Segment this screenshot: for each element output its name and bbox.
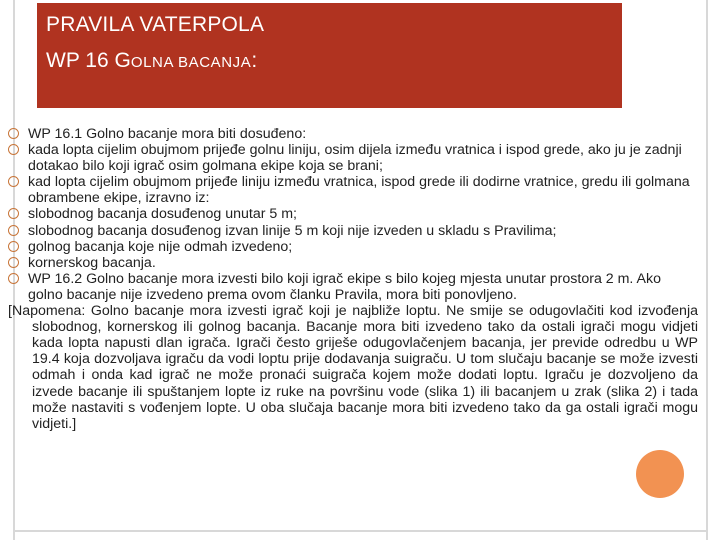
bullet-circle-icon xyxy=(8,128,19,139)
bullet-circle-icon xyxy=(8,225,19,236)
list-item-text: kad lopta cijelim obujmom prijeđe liniju između vratnica, ispod grede ili dodirne vratnice, gredu ili golmana obrambene ekipe, izravno iz: xyxy=(28,174,690,207)
slide-title: PRAVILA VATERPOLA xyxy=(46,13,265,36)
list-item xyxy=(8,126,698,142)
bullet-circle-icon xyxy=(8,257,19,268)
bullet-circle-icon xyxy=(8,176,19,187)
slide-body xyxy=(8,126,698,432)
list-item-text: slobodnog bacanja dosuđenog unutar 5 m; xyxy=(28,206,297,223)
subtitle-suffix: : xyxy=(251,49,258,72)
slide-frame-bottom xyxy=(13,530,708,532)
subtitle-small-caps: OLNA BACANJA xyxy=(130,54,252,71)
bullet-circle-icon xyxy=(8,208,19,219)
note-paragraph: [Napomena: Golno bacanje mora izvesti igrač koji je najbliže loptu. Ne smije se odugovlačiti kod izvođenja slobodnog, kornerskog ili golnog bacanja. Bacanje mora biti izvedeno tako da ostali igrači mogu vidjeti kada lopta napusti dlan igrača. Igrači često griješe odugovlačenjem bacanja, jer previde odredbu u WP 19.4 koja dozvoljava igraču da vodi loptu prije dodavanja suigraču. U tom slučaju bacanje se može izvesti odmah i onda kad igrač ne može pronaći suigrača kojem može dodati loptu. Igraču je dozvoljeno da izvede bacanje ili spuštanjem lopte iz ruke na površinu vode (slika 1) ili bacanjem u zrak (slika 2) i tada može nastaviti s vođenjem lopte. U oba slučaja bacanje mora biti izvedeno tako da ga ostali igrači mogu vidjeti.] xyxy=(8,303,698,432)
pointer-highlight-icon xyxy=(636,450,684,498)
list-item-text: slobodnog bacanja dosuđenog izvan linije 5 m koji nije izveden u skladu s Pravilima; xyxy=(28,222,557,239)
slide-frame-right xyxy=(706,0,708,540)
list-item xyxy=(8,142,698,174)
list-item-text: kada lopta cijelim obujmom prijeđe golnu liniju, osim dijela između vratnica i ispod grede, ako ju je zadnji dotakao bilo koji igrač osim golmana ekipe koja se brani; xyxy=(28,142,682,175)
list-item xyxy=(8,206,698,222)
subtitle-prefix: WP 16 G xyxy=(46,49,131,72)
bullet-circle-icon xyxy=(8,241,19,252)
bullet-circle-icon xyxy=(8,273,19,284)
bullet-circle-icon xyxy=(8,144,19,155)
list-item-text: kornerskog bacanja. xyxy=(28,254,156,271)
slide-subtitle xyxy=(46,49,257,73)
list-item xyxy=(8,255,698,271)
title-banner xyxy=(37,3,622,108)
list-item xyxy=(8,174,698,206)
list-item-text: golnog bacanja koje nije odmah izvedeno; xyxy=(28,238,293,255)
list-item xyxy=(8,223,698,239)
list-item xyxy=(8,239,698,255)
list-item-text: WP 16.1 Golno bacanje mora biti dosuđeno: xyxy=(28,126,307,142)
list-item xyxy=(8,271,698,303)
list-item-text: WP 16.2 Golno bacanje mora izvesti bilo koji igrač ekipe s bilo kojeg mjesta unutar prostora 2 m. Ako golno bacanje nije izvedeno prema ovom članku Pravila, mora biti ponovljeno. xyxy=(28,270,661,303)
